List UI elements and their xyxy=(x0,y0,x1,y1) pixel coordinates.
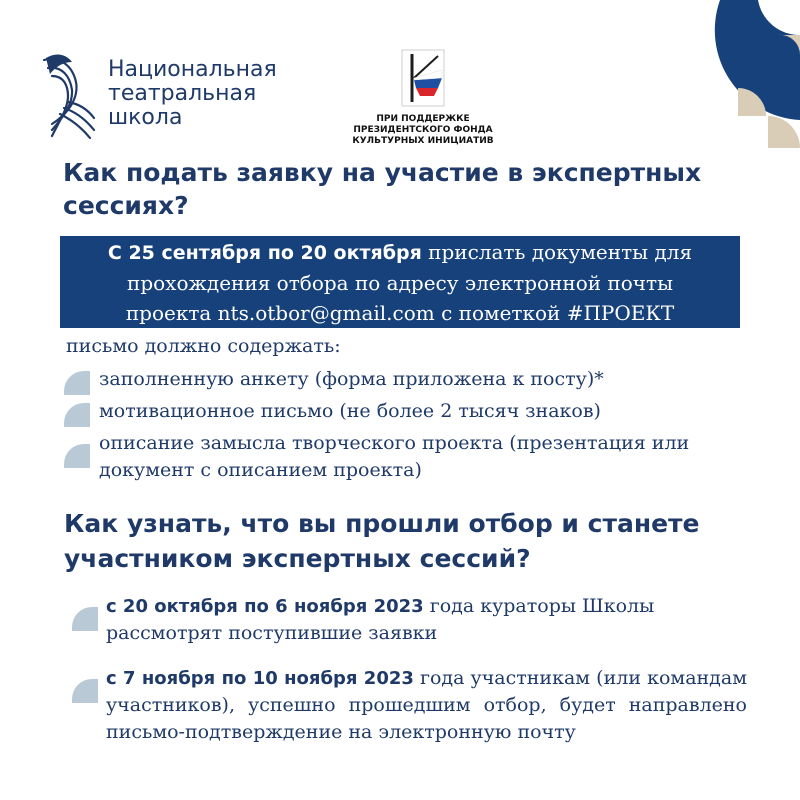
list-item-text: описание замысла творческого проекта (презентация или документ с описанием проекта) xyxy=(99,432,690,481)
fund-text-line: ПРЕЗИДЕНТСКОГО ФОНДА xyxy=(353,125,493,135)
timeline-dates: с 7 ноября по 10 ноября 2023 xyxy=(106,668,414,689)
school-logo xyxy=(38,50,277,140)
letter-contents-intro: письмо должно содержать: xyxy=(66,335,341,357)
timeline-dates: с 20 октября по 6 ноября 2023 xyxy=(106,596,424,617)
list-item xyxy=(72,665,747,746)
list-item xyxy=(64,366,754,393)
list-item xyxy=(64,430,754,484)
fund-emblem-icon xyxy=(398,48,448,108)
list-item xyxy=(64,398,754,425)
deadline-dates: С 25 сентября по 20 октября xyxy=(107,242,422,264)
bullet-icon xyxy=(64,371,90,395)
deadline-box xyxy=(60,236,740,328)
list-item-text: мотивационное письмо (не более 2 тысяч знаков) xyxy=(99,400,601,422)
corner-decoration xyxy=(690,0,800,150)
deadline-text: проекта nts.otbor@gmail.com с пометкой #ПРОЕКТ xyxy=(125,301,675,325)
timeline-text: года участникам (или командам участников), успешно прошедшим отбор, будет направлено письмо-подтверждение на электронную почту xyxy=(106,667,747,743)
bullet-icon xyxy=(72,607,98,631)
fund-text-line: ПРИ ПОДДЕРЖКЕ xyxy=(376,114,470,124)
bullet-icon xyxy=(64,444,90,468)
mask-logo-icon xyxy=(38,50,96,140)
timeline-text: года кураторы Школы рассмотрят поступившие заявки xyxy=(106,595,655,644)
heading-line: Как подать заявку на участие в экспертных xyxy=(63,158,702,187)
bullet-icon xyxy=(72,679,98,703)
school-name-line: школа xyxy=(108,105,183,130)
heading-line: сессиях? xyxy=(63,191,189,220)
heading-how-to-know xyxy=(64,506,754,576)
school-name-line: театральная xyxy=(108,81,257,106)
heading-line: участником экспертных сессий? xyxy=(64,544,531,573)
list-item xyxy=(72,593,747,647)
requirements-list xyxy=(64,366,754,484)
fund-text-line: КУЛЬТУРНЫХ ИНИЦИАТИВ xyxy=(352,136,494,146)
heading-how-to-apply xyxy=(63,156,743,222)
deadline-text: прохождения отбора по адресу электронной почты xyxy=(127,271,673,295)
deadline-text: прислать документы для xyxy=(421,240,693,264)
fund-logo xyxy=(338,48,508,147)
heading-line: Как узнать, что вы прошли отбор и станете xyxy=(64,509,700,538)
bullet-icon xyxy=(64,403,90,427)
list-item-text: заполненную анкету (форма приложена к посту)* xyxy=(99,368,604,390)
timeline-list xyxy=(72,593,747,746)
school-name-line: Национальная xyxy=(108,57,277,82)
